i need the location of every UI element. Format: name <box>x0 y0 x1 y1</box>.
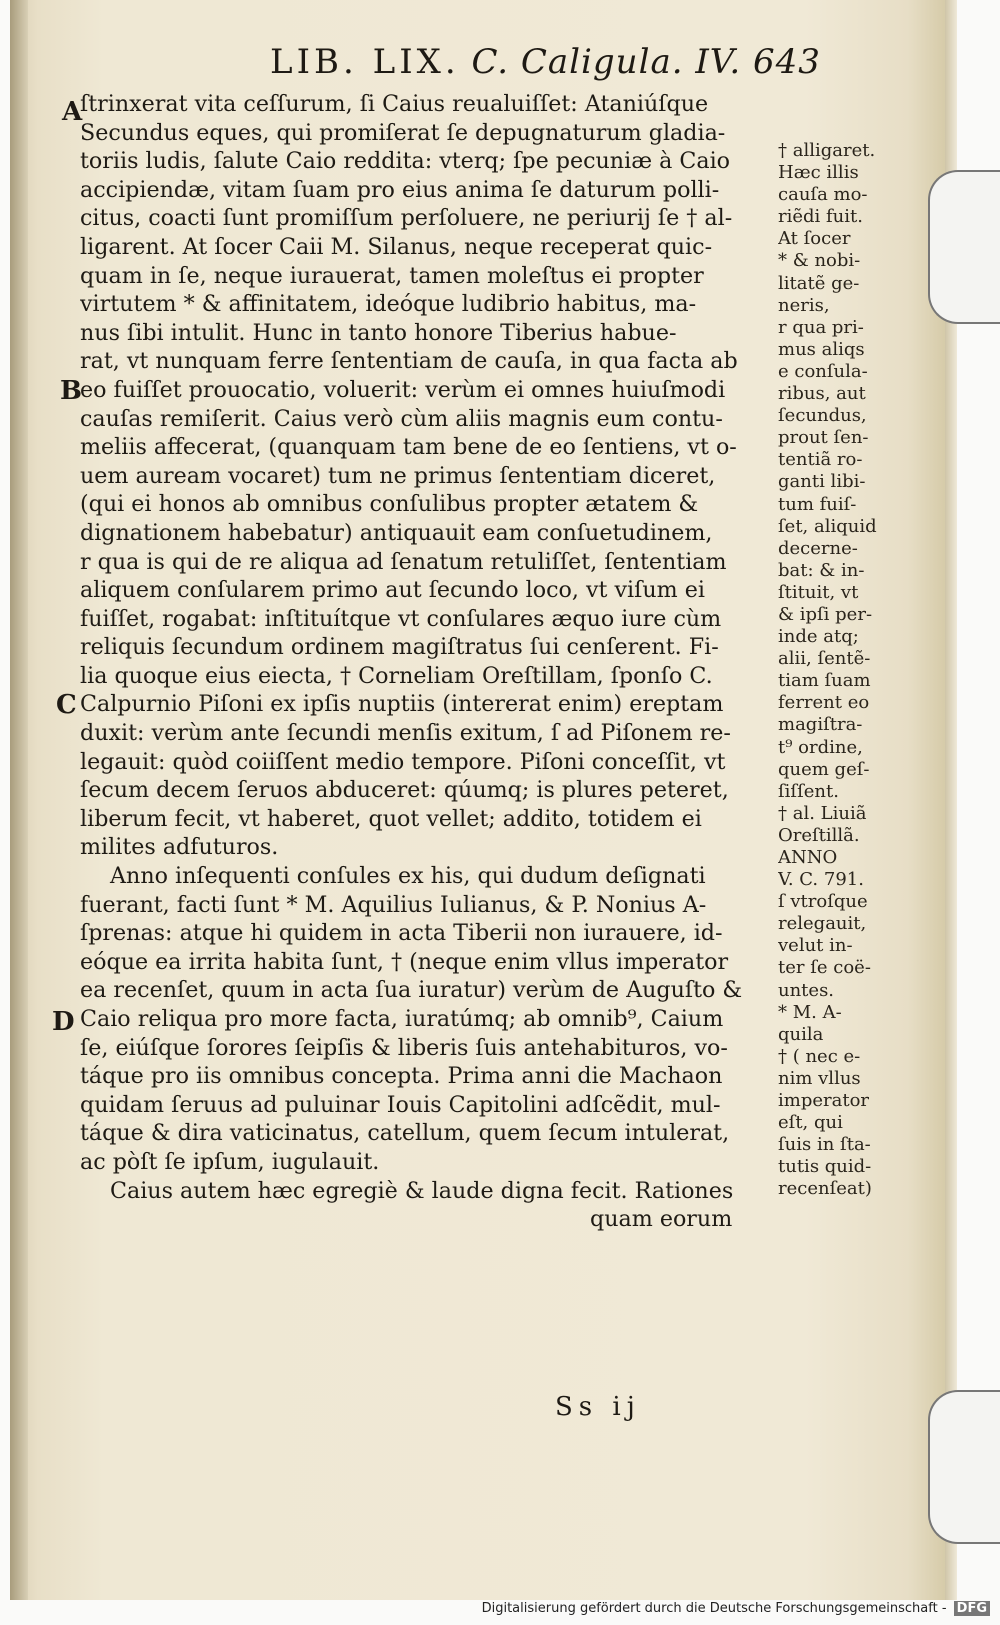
text-line: r qua is qui de re aliqua ad ſenatum retuliſſet, ſententiam <box>80 548 727 575</box>
signature-mark: Ss ij <box>555 1392 641 1422</box>
margin-note-line: Hæc illis <box>778 162 859 184</box>
text-line: liberum fecit, vt haberet, quot vellet; addito, totidem ei <box>80 805 702 832</box>
text-line: cauſas remiſerit. Caius verò cùm aliis magnis eum contu- <box>80 405 723 432</box>
margin-note-line: ſiſſent. <box>778 780 839 802</box>
margin-note-line: alii, ſentẽ- <box>778 648 871 670</box>
text-line: quidam ſeruus ad puluinar Iouis Capitolini adſcẽdit, mul- <box>80 1091 721 1118</box>
margin-note-line: tum fuiſ- <box>778 493 857 515</box>
margin-note-line: eſt, qui <box>778 1112 843 1134</box>
text-line: duxit: verùm ante ſecundi menſis exitum, ſ ad Piſonem re- <box>80 720 731 747</box>
section-marker-b: B <box>60 376 82 406</box>
text-line: nus ſibi intulit. Hunc in tanto honore Tiberius habue- <box>80 319 677 346</box>
margin-note-line: bat: & in- <box>778 559 865 581</box>
margin-note-line: e conſula- <box>778 360 868 382</box>
margin-note-line: † ( nec e- <box>778 1045 861 1067</box>
text-line: accipiendæ, vitam ſuam pro eius anima ſe daturum polli- <box>80 176 720 203</box>
dfg-logo: DFG <box>954 1601 990 1616</box>
text-line: lia quoque eius eiecta, † Corneliam Oreſtillam, ſponſo C. <box>80 662 713 689</box>
text-line: Secundus eques, qui promiſerat ſe depugnaturum gladia- <box>80 119 726 146</box>
running-header <box>270 42 821 92</box>
text-line: uem auream vocaret) tum ne primus ſententiam diceret, <box>80 462 716 489</box>
margin-note-line: prout ſen- <box>778 427 869 449</box>
main-text-column <box>80 90 770 1234</box>
marginal-notes <box>778 140 898 1201</box>
margin-note-line: ferrent eo <box>778 692 870 714</box>
text-line: táque & dira vaticinatus, catellum, quem ſecum intulerat, <box>80 1120 730 1147</box>
text-line: citus, coacti ſunt promiſſum perſoluere, ne periurij ſe † al- <box>80 205 733 232</box>
margin-note-line: tiam ſuam <box>778 670 871 692</box>
margin-note-line: t⁹ ordine, <box>778 736 863 758</box>
text-line: legauit: quòd coiiſſent medio tempore. Piſoni conceſſit, vt <box>80 748 726 775</box>
section-marker-c: C <box>56 690 77 720</box>
margin-note-line: At ſocer <box>778 228 851 250</box>
text-line: fuiſſet, rogabat: inſtituítque vt conſulares æquo iure cùm <box>80 605 722 632</box>
margin-note-line: V. C. 791. <box>778 869 864 891</box>
text-line: eóque ea irrita habita ſunt, † (neque enim vllus imperator <box>80 948 729 975</box>
text-line: quam eorum <box>590 1206 733 1233</box>
text-line: dignationem habebatur) antiquauit eam conſuetudinem, <box>80 519 713 546</box>
page-clip-bottom <box>928 1390 1000 1544</box>
margin-note-line: quila <box>778 1023 824 1045</box>
text-line: virtutem * & affinitatem, ideóque ludibrio habitus, ma- <box>80 291 697 318</box>
text-line: táque pro iis omnibus concepta. Prima anni die Machaon <box>80 1063 723 1090</box>
margin-note-line: neris, <box>778 294 830 316</box>
margin-note-line: ribus, aut <box>778 383 866 405</box>
margin-note-line: tutis quid- <box>778 1156 872 1178</box>
margin-note-line: inde atq; <box>778 626 859 648</box>
margin-note-line: relegauit, <box>778 913 867 935</box>
margin-note-line: recenſeat) <box>778 1178 872 1200</box>
text-line: ſprenas: atque hi quidem in acta Tiberii non iurauere, id- <box>80 920 723 947</box>
margin-note-line: cauſa mo- <box>778 184 868 206</box>
margin-note-line: † al. Liuiã <box>778 802 867 824</box>
text-line: Caio reliqua pro more facta, iuratúmq; ab omnib⁹, Caium <box>80 1006 724 1032</box>
section-marker-d: D <box>52 1007 75 1037</box>
margin-note-line: ter ſe coë- <box>778 957 871 979</box>
text-line: fuerant, facti ſunt * M. Aquilius Iulianus, & P. Nonius A- <box>80 891 707 918</box>
text-line: ſecum decem ſeruos abduceret: qúumq; is plures peteret, <box>80 777 729 804</box>
margin-note-line: imperator <box>778 1090 870 1112</box>
book-binding <box>10 0 28 1600</box>
text-line: aliquem conſularem primo aut ſecundo loco, vt viſum ei <box>80 577 705 604</box>
text-line: meliis affecerat, (quanquam tam bene de eo ſentiens, vt o- <box>80 434 737 461</box>
header-section: C. Caligula. IV. 643 <box>471 42 821 82</box>
margin-note-line: Oreſtillã. <box>778 824 860 846</box>
text-line: (qui ei honos ab omnibus conſulibus propter ætatem & <box>80 491 699 518</box>
margin-note-line: decerne- <box>778 537 858 559</box>
margin-note-line: tentiã ro- <box>778 449 863 471</box>
text-line: ſe, eiúſque ſorores ſeipſis & liberis ſuis antehabituros, vo- <box>80 1034 728 1061</box>
margin-note-line: quem geſ- <box>778 758 870 780</box>
page-clip-top <box>928 170 1000 324</box>
margin-note-line: untes. <box>778 979 835 1001</box>
margin-note-line: ſuis in ſta- <box>778 1134 871 1156</box>
margin-note-line: ſecundus, <box>778 405 867 427</box>
header-book-number: LIB. LIX. <box>270 42 460 82</box>
text-line: ſtrinxerat vita ceſſurum, ſi Caius reualuiſſet: Ataniúſque <box>80 91 709 117</box>
margin-note-line: mus aliqs <box>778 338 865 360</box>
margin-note-line: nim vllus <box>778 1067 861 1089</box>
margin-note-line: ſ vtroſque <box>778 891 868 913</box>
text-line: ac pòſt ſe ipſum, iugulauit. <box>80 1148 380 1175</box>
margin-note-line: ſtituit, vt <box>778 581 859 603</box>
margin-note-line: r qua pri- <box>778 316 864 338</box>
text-line: toriis ludis, ſalute Caio reddita: vterq; ſpe pecuniæ à Caio <box>80 148 731 175</box>
text-line: quam in ſe, neque iurauerat, tamen moleſtus ei propter <box>80 262 704 289</box>
text-line: Calpurnio Piſoni ex ipſis nuptiis (intererat enim) ereptam <box>80 691 724 718</box>
margin-note-line: riẽdi fuit. <box>778 206 863 228</box>
margin-note-line: litatẽ ge- <box>778 272 860 294</box>
text-line: Anno inſequenti conſules ex his, qui dudum deſignati <box>110 863 706 890</box>
text-line: rat, vt nunquam ferre ſententiam de cauſa, in qua facta ab <box>80 348 738 375</box>
text-line: ea recenſet, quum in acta ſua iuratur) verùm de Auguſto & <box>80 977 743 1004</box>
margin-note-line: velut in- <box>778 935 853 957</box>
margin-note-line: ganti libi- <box>778 471 866 493</box>
margin-note-line: * & nobi- <box>778 250 861 272</box>
margin-note-line: magiſtra- <box>778 714 863 736</box>
text-line: milites adfuturos. <box>80 834 279 861</box>
footer-text: Digitalisierung gefördert durch die Deutsche Forschungsgemeinschaft - <box>481 1601 947 1616</box>
text-line: Caius autem hæc egregiè & laude digna fecit. Rationes <box>110 1177 734 1204</box>
margin-note-line: * M. A- <box>778 1001 842 1023</box>
text-line: ligarent. At ſocer Caii M. Silanus, neque receperat quic- <box>80 233 713 260</box>
text-line: eo fuiſſet prouocatio, voluerit: verùm ei omnes huiuſmodi <box>80 376 726 403</box>
margin-note-line: & ipſi per- <box>778 603 873 625</box>
margin-note-line: ſet, aliquid <box>778 515 877 537</box>
text-line: reliquis ſecundum ordinem magiſtratus ſui cenſerent. Fi- <box>80 634 719 661</box>
margin-note-line: † alligaret. <box>778 140 876 161</box>
margin-note-line: ANNO <box>778 847 838 868</box>
digitization-footer <box>482 1601 990 1621</box>
section-marker-a: A <box>62 97 83 127</box>
